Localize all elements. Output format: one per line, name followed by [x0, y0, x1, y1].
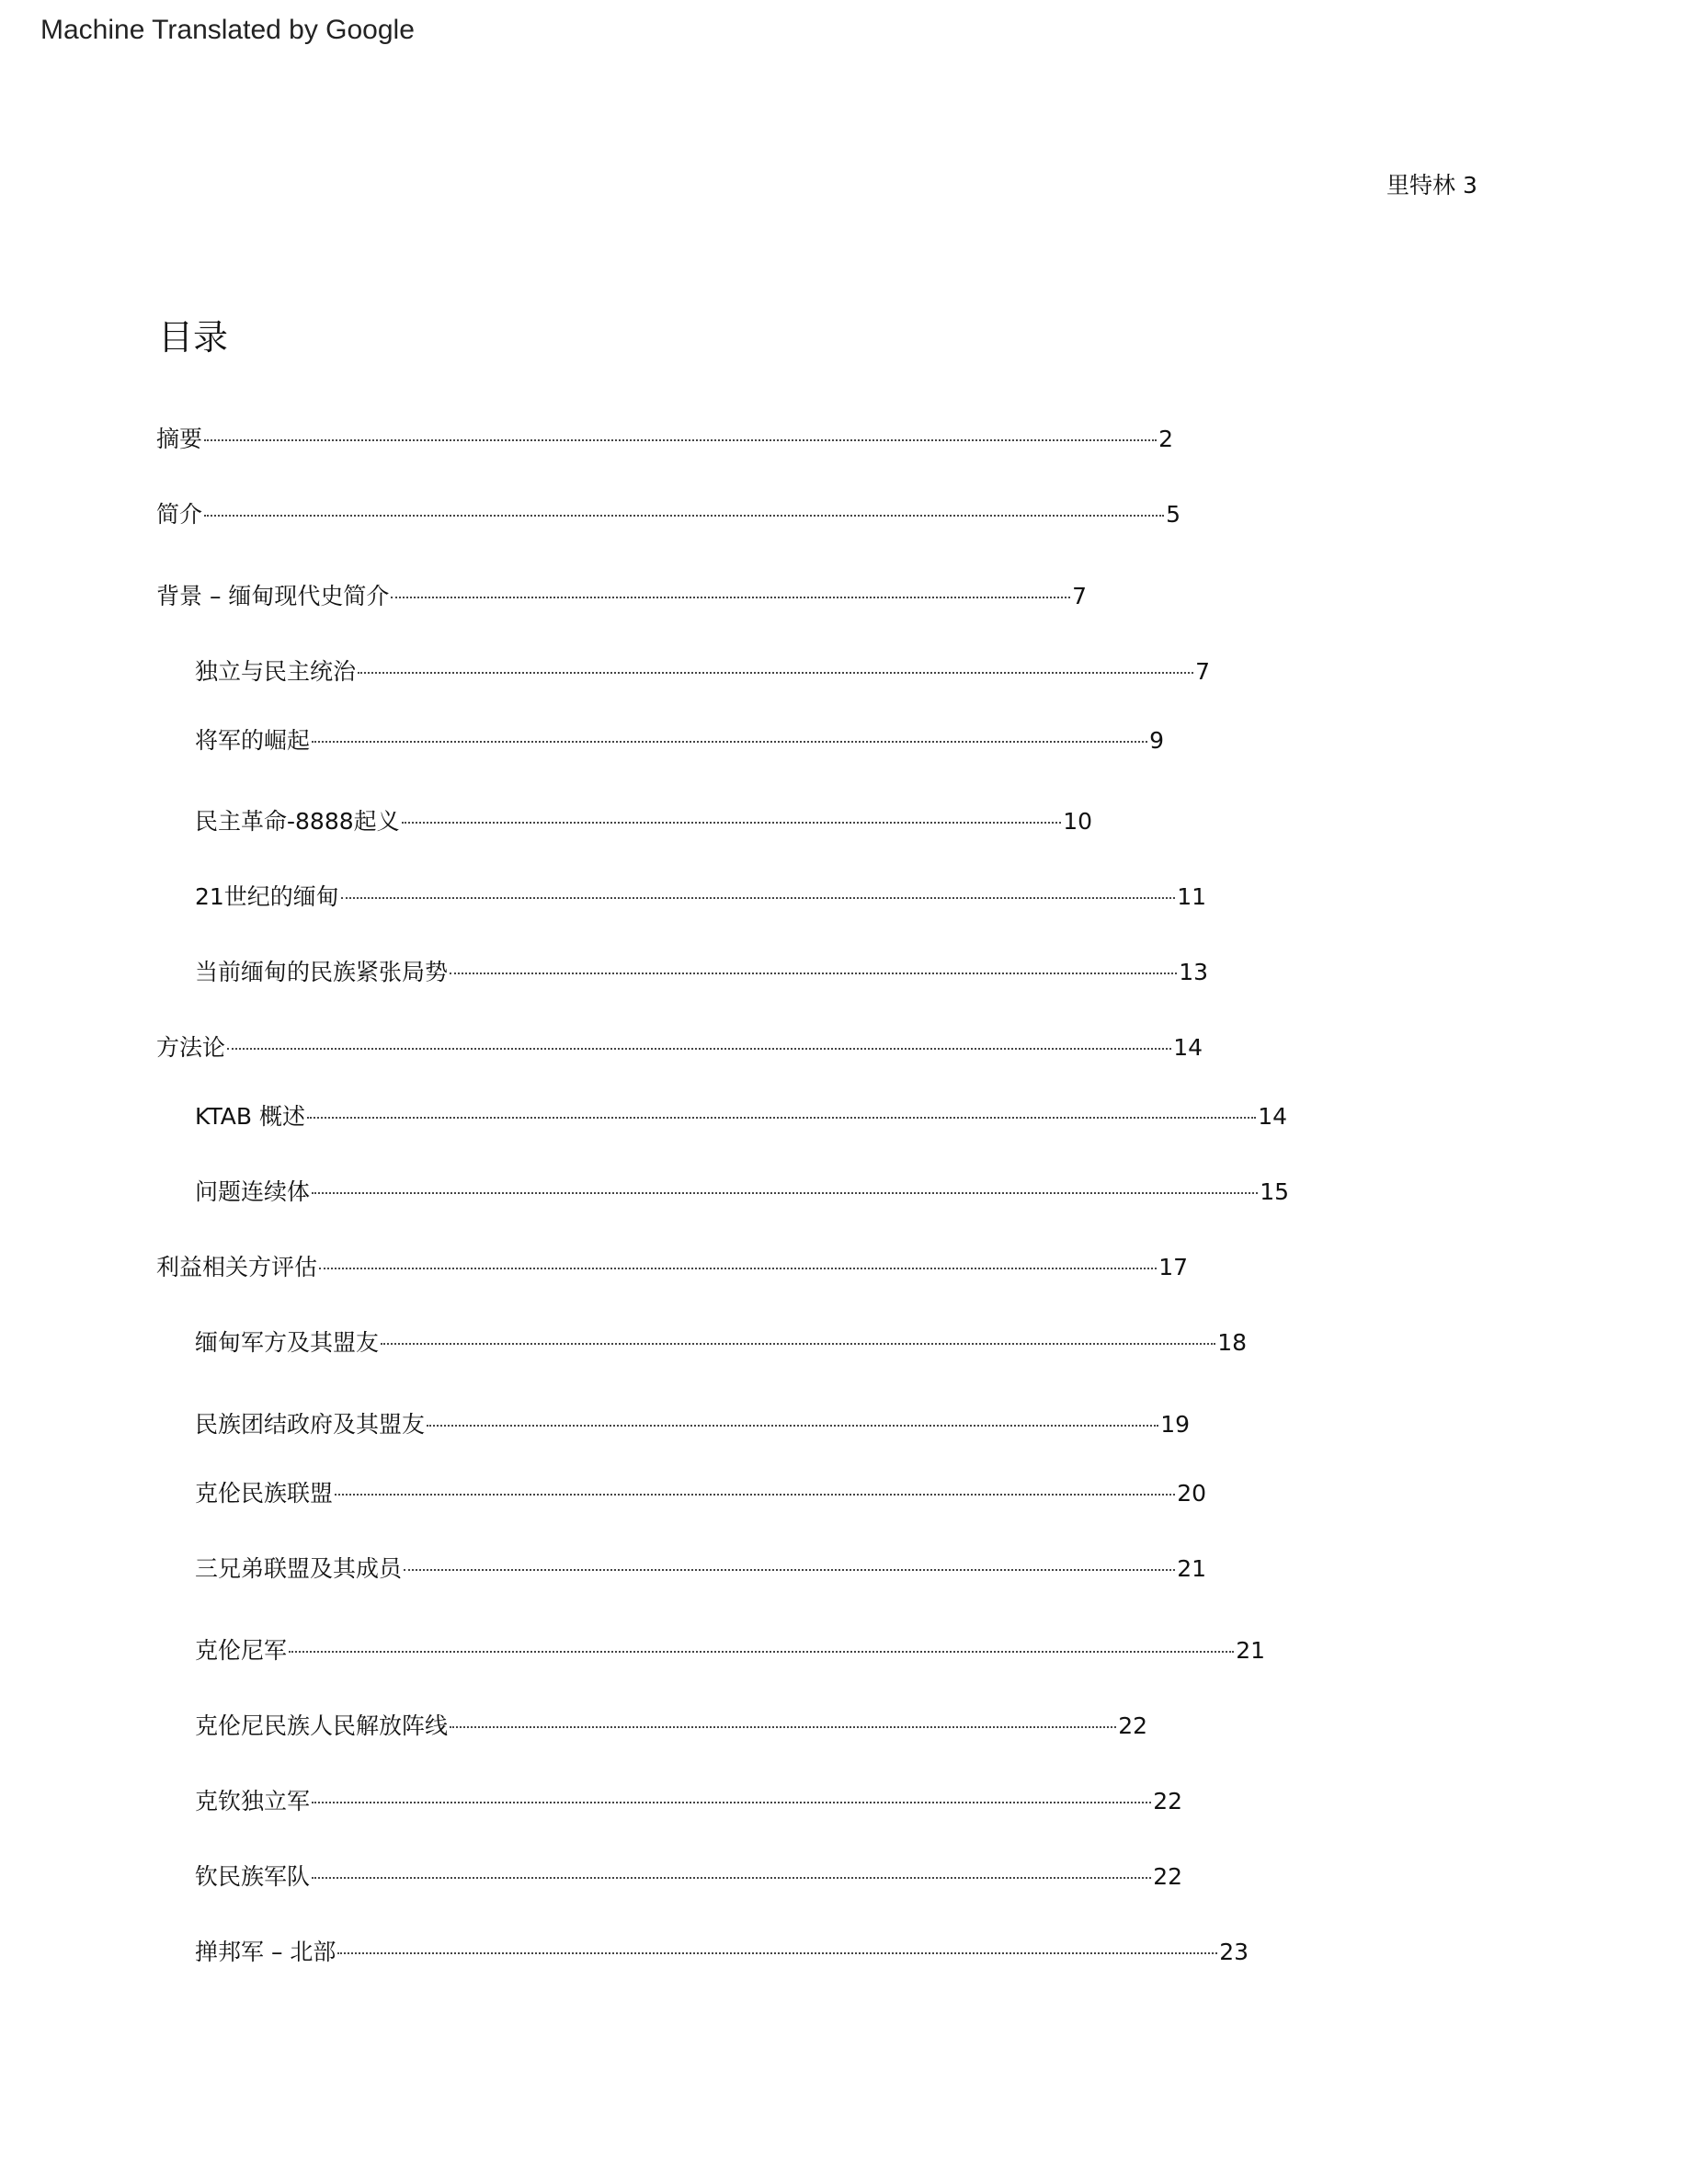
toc-entry-label: 三兄弟联盟及其成员 — [195, 1555, 403, 1582]
toc-entry[interactable] — [195, 722, 1164, 759]
toc-entry[interactable] — [195, 1551, 1206, 1587]
dot-leader — [337, 1952, 1217, 1954]
dot-leader — [450, 973, 1177, 974]
machine-translation-banner: Machine Translated by Google — [40, 15, 415, 45]
dot-leader — [358, 672, 1193, 674]
toc-entry-label: 民主革命-8888起义 — [195, 808, 400, 835]
toc-entry-label: 独立与民主统治 — [195, 658, 357, 685]
toc-entry[interactable] — [195, 1174, 1289, 1211]
toc-entry[interactable] — [195, 1708, 1147, 1745]
toc-entry-page: 21 — [1177, 1555, 1206, 1582]
dot-leader — [312, 1877, 1151, 1879]
toc-entry[interactable] — [195, 879, 1206, 916]
toc-entry-label: 克伦民族联盟 — [195, 1480, 334, 1507]
dot-leader — [402, 822, 1062, 824]
toc-entry-page: 17 — [1158, 1254, 1188, 1280]
dot-leader — [427, 1425, 1158, 1427]
dot-leader — [227, 1048, 1171, 1050]
toc-entry[interactable] — [195, 1475, 1206, 1512]
toc-entry-page: 23 — [1219, 1939, 1249, 1965]
toc-entry-page: 22 — [1118, 1712, 1147, 1739]
toc-entry-page: 5 — [1166, 501, 1180, 528]
toc-entry[interactable] — [195, 1098, 1287, 1135]
toc-entry[interactable] — [156, 578, 1087, 615]
dot-leader — [312, 1192, 1258, 1194]
toc-entry-label: 克伦尼民族人民解放阵线 — [195, 1712, 449, 1739]
toc-entry-label: 利益相关方评估 — [156, 1254, 318, 1280]
toc-entry[interactable] — [195, 1783, 1182, 1820]
toc-entry[interactable] — [195, 1859, 1182, 1895]
toc-entry[interactable] — [195, 1632, 1265, 1669]
toc-entry[interactable] — [156, 496, 1180, 533]
dot-leader — [319, 1268, 1157, 1269]
toc-entry-page: 22 — [1153, 1788, 1182, 1814]
toc-entry-label: 当前缅甸的民族紧张局势 — [195, 959, 449, 985]
toc-entry[interactable] — [195, 1934, 1249, 1971]
toc-entry-page: 20 — [1177, 1480, 1206, 1507]
dot-leader — [204, 515, 1164, 517]
toc-entry[interactable] — [156, 1029, 1203, 1066]
toc-entry-page: 19 — [1160, 1411, 1190, 1438]
dot-leader — [341, 897, 1175, 899]
toc-entry-page: 7 — [1072, 583, 1087, 609]
toc-entry-label: 摘要 — [156, 426, 203, 452]
toc-entry-label: 掸邦军 – 北部 — [195, 1939, 336, 1965]
toc-entry-page: 11 — [1177, 883, 1206, 910]
toc-entry-page: 22 — [1153, 1863, 1182, 1890]
dot-leader — [307, 1117, 1256, 1119]
toc-entry[interactable] — [195, 954, 1208, 991]
toc-entry-page: 15 — [1260, 1178, 1289, 1205]
dot-leader — [450, 1726, 1116, 1728]
toc-entry[interactable] — [195, 1325, 1247, 1361]
dot-leader — [404, 1569, 1175, 1571]
toc-entry[interactable] — [195, 803, 1092, 840]
toc-entry-label: 将军的崛起 — [195, 727, 311, 754]
toc-entry-page: 14 — [1258, 1103, 1287, 1130]
toc-entry-page: 2 — [1158, 426, 1173, 452]
toc-entry-label: 克钦独立军 — [195, 1788, 311, 1814]
toc-entry-page: 14 — [1173, 1034, 1203, 1061]
toc-entry-page: 13 — [1179, 959, 1208, 985]
toc-entry-page: 21 — [1236, 1637, 1265, 1664]
toc-entry[interactable] — [156, 421, 1173, 458]
dot-leader — [312, 1802, 1151, 1803]
toc-entry-label: 钦民族军队 — [195, 1863, 311, 1890]
toc-entry-page: 10 — [1063, 808, 1092, 835]
toc-entry-label: 缅甸军方及其盟友 — [195, 1329, 380, 1356]
toc-entry-label: 克伦尼军 — [195, 1637, 288, 1664]
toc-entry-page: 7 — [1195, 658, 1210, 685]
dot-leader — [204, 439, 1157, 441]
toc-entry-label: 简介 — [156, 501, 203, 528]
dot-leader — [335, 1494, 1175, 1496]
toc-entry-label: 背景 – 缅甸现代史简介 — [156, 583, 390, 609]
toc-entry-label: 方法论 — [156, 1034, 226, 1061]
toc-entry-label: 民族团结政府及其盟友 — [195, 1411, 426, 1438]
toc-entry[interactable] — [195, 654, 1210, 690]
toc-title: 目录 — [158, 317, 229, 358]
dot-leader — [289, 1651, 1234, 1653]
toc-entry[interactable] — [195, 1406, 1190, 1443]
toc-entry-page: 18 — [1217, 1329, 1247, 1356]
running-header: 里特林 3 — [1386, 172, 1477, 199]
dot-leader — [391, 597, 1070, 598]
toc-entry[interactable] — [156, 1249, 1188, 1286]
toc-entry-label: KTAB 概述 — [195, 1103, 305, 1130]
toc-entry-label: 问题连续体 — [195, 1178, 311, 1205]
dot-leader — [381, 1343, 1215, 1345]
toc-entry-page: 9 — [1149, 727, 1164, 754]
dot-leader — [312, 741, 1147, 743]
toc-entry-label: 21世纪的缅甸 — [195, 883, 339, 910]
